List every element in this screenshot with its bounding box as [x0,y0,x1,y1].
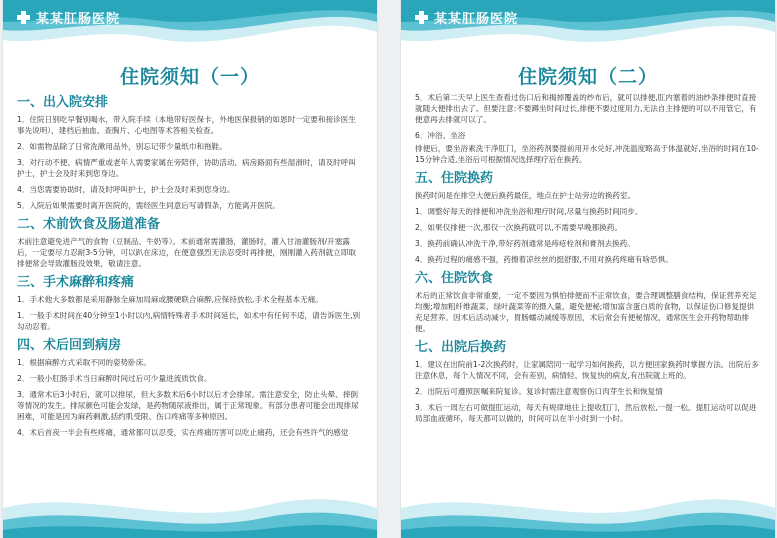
footer-wave [3,478,377,538]
hospital-name: 某某肛肠医院 [434,12,519,27]
notice-item: 2．如需物品除了日常洗漱用品外，别忘记带少量纸巾和拖鞋。 [17,142,227,151]
notice-item: 1．根据麻醉方式采取不同的姿势卧床。 [17,358,151,367]
notice-item: 4．术后首夜一半会有些疼痛，通常都可以忍受，实在疼痛厉害可以吃止痛药，还会有些许气的感觉 [17,428,349,437]
notice-item: 术后的正常饮食非常重要，一定不要因为惧怕排便而不正常饮食，要合理调整膳食结构，保证营养充足均衡;增加粗纤维蔬菜、绿叶蔬菜等的摄入量，避免便秘;增加富含蛋白质的食物，以保证伤口修复提供充足营养。因术后活动减少，胃肠蠕动减缓等原因，术后常会有便秘情况，通常医生会开药物帮助排便。 [415,291,757,333]
notice-item: 2．出院后可遵照医嘱来院复诊。复诊时需注意观察伤口肉芽生长和恢复情 [415,387,663,396]
notice-item: 2．一般小肛肠手术当日麻醉时间过后可少量进流质饮食。 [17,374,212,383]
section-heading: 三、手术麻醉和疼痛 [17,275,135,290]
notice-item: 3．对行动不便、病情严重或老年人需要家属在旁陪伴，协助活动，病房路面有些湿滑时，请及时呼叫护士，护士会及时来到您身边。 [17,158,356,178]
notice-item: 3．术后一周左右可做提肛运动，每天有规律地往上提收肛门，然后放松,一提一松。提肛运动可以促进局部血液循环，每天都可以做的，时间可以在半小时到一小时。 [415,403,757,423]
notice-item: 4．当您需要协助时，请及时呼叫护士，护士会及时来到您身边。 [17,185,235,194]
notice-item: 4．换药过程的痛感不强，药擦着凉丝丝的挺舒服,不用对换药疼痛有啥恐惧。 [415,255,673,264]
notice-item: 1．手术他大多数都是采用静脉全麻加局麻或腰硬联合麻醉,应保持放松,手术全程基本无痛。 [17,295,323,304]
notice-item: 1．一般手术时间在40分钟至1小时以内,病情特殊者手术时间延长，如术中有任何不适，请告诉医生,别勾动忍着。 [17,311,361,331]
hospital-name: 某某肛肠医院 [36,12,121,27]
notice-item: 排便后，要坐浴素洗干净肛门，坐浴药剂要提前用开水兑好,冲洗温度略高于体温就好,坐浴的时间在10-15分钟合适,坐浴后可根据情况选择理疗后在换药。 [415,144,759,164]
section-heading: 二、术前饮食及肠道准备 [17,217,161,232]
section-heading: 五、住院换药 [415,171,494,186]
notice-item: 5．术后第二天早上医生查看过伤口后和揭掉覆盖的纱布后，就可以排便,肛内塞着的油纱条排便时直接就随大便排出去了。但要注意:不要蹲坐时间过长,排便不要过度用力,无法自主排便的可以不用管它，有便意再去排就可以了。 [415,93,757,124]
notice-item: 2．如果仅排便一次,那仅一次换药就可以,不需要早晚都换药。 [415,223,623,232]
medical-cross-icon [17,11,30,24]
page2-content [415,92,761,429]
notice-item: 术前注意避免进产气的食物（豆制品、牛奶等）。术前通常需灌肠，灌肠时，灌入甘油灌肠剂/开塞露后，一定要尽力忍耐3-5分钟，可以趴在床边，在便意强烈无法忍受时再排便，刚刚灌入药剂就立即取排便常会导致灌肠没效果，敬请注意。 [17,237,356,268]
page-title: 住院须知（二） [517,66,658,88]
section-heading: 六、住院饮食 [415,271,494,286]
notice-item: 6．冲浴、坐浴 [415,131,466,140]
section-heading: 一、出入院安排 [17,95,109,110]
notice-item: 3．换药前确认冲洗干净,带好药剂通常是痔疮栓剂和膏剂去换药。 [415,239,635,248]
poster-page-1 [3,0,377,538]
notice-item: 5．入院后如果需要时离开医院的，需经医生同意后写请假条，方能离开医院。 [17,201,281,210]
medical-cross-icon [415,11,428,24]
page1-content [17,92,363,443]
page-title: 住院须知（一） [119,66,260,88]
section-heading: 七、出院后换药 [415,340,507,355]
poster-page-2 [401,0,775,538]
hospital-logo [415,8,518,27]
section-heading: 四、术后回到病房 [17,338,122,353]
notice-item: 1．建议在出院前1-2次换药时，让家属陪同一起学习如何换药，以方便回家换药时掌握方法。出院后多注意休息，每个人情况不同，会有差别，病情轻、恢复快的病友,有出院就上班的。 [415,360,759,380]
notice-item: 换药时间是在排空大便后换药最佳，地点在护士站旁边的换药室。 [415,191,636,200]
notice-item: 1．住院日别吃早餐别喝水，带入院手续（本地带好医保卡，外地医保报销的如恩时一定要和接诊医生事先说明），建档后抽血、查胸片、心电图等术答相关检查。 [17,115,356,135]
hospital-logo [17,8,120,27]
footer-wave [401,478,775,538]
notice-item: 1．调整好每天的排便和冲洗坐浴和理疗时间,尽量与换药时间同步。 [415,207,643,216]
notice-item: 3．通常术后3小时后，就可以排尿，但大多数术后6小时以后才会排尿。需注意安全，防止头晕、摔倒等情况的发生。排尿颜色可能会发绿，是药物随尿液排出，属于正常现象。有部分患者可能会出现排尿困难，可能是因为麻药剩激,括约肌受限、伤口疼痛等多种原因。 [17,390,359,421]
